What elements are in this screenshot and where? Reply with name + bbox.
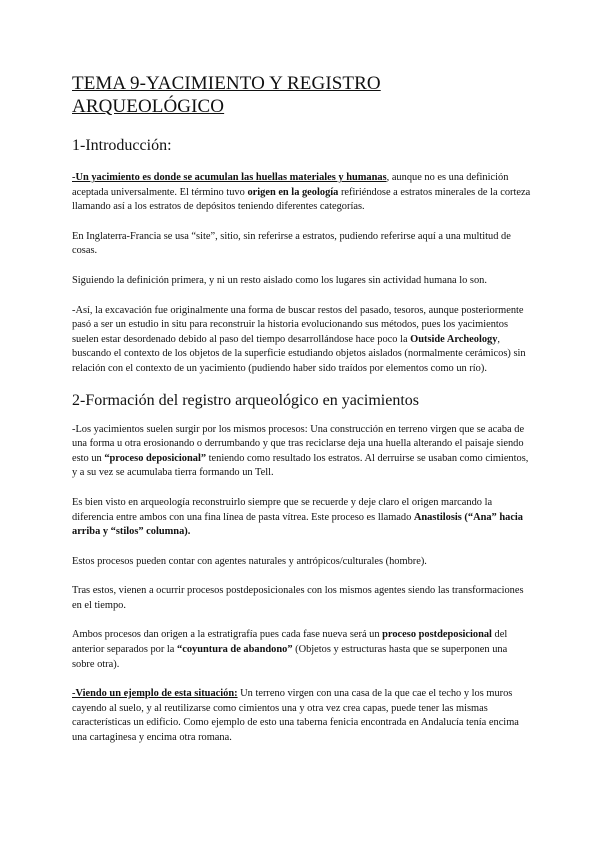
- paragraph-postdeposicionales: Tras estos, vienen a ocurrir procesos postdeposicionales con los mismos agentes siendo las transformaciones en el tiempo.: [72, 585, 524, 611]
- section-heading-introduccion: 1-Introducción:: [72, 137, 172, 154]
- paragraph-definicion-primera: Siguiendo la definición primera, y ni un resto aislado como los lugares sin actividad humana lo son.: [72, 274, 487, 286]
- document-title: TEMA 9-YACIMIENTO Y REGISTRO ARQUEOLÓGICO: [72, 73, 381, 117]
- bold-ejemplo: -Viendo un ejemplo de esta situación:: [72, 688, 238, 700]
- bold-coyuntura-abandono: “coyuntura de abandono”: [177, 644, 293, 656]
- paragraph-agentes: Estos procesos pueden contar con agentes naturales y antrópicos/culturales (hombre).: [72, 555, 427, 567]
- bold-proceso-postdeposicional: proceso postdeposicional: [382, 629, 492, 641]
- paragraph-anastilosis: Es bien visto en arqueología reconstruirlo siempre que se recuerde y deje claro el origen marcando la diferencia entre ambos con una fina línea de pasta vítrea. Este proceso es llamado Anastilosis (“Ana” hacia arriba y “stilos” columna).: [72, 496, 524, 538]
- paragraph-procesos: -Los yacimientos suelen surgir por los mismos procesos: Una construcción en terreno virgen que se acaba de una forma u otra erosionando o derrumbando y que tras reciclarse deja una huella alterando el paisaje siendo esto un “proceso deposicional” teniendo como resultado los estratos. Al derruirse se usaban como cimientos, y a su vez se acumulaba tierra formando un Tell.: [72, 423, 529, 479]
- bold-outside-archeology: Outside Archeology: [410, 333, 498, 345]
- bold-anastilosis: Anastilosis (“Ana” hacia arriba y “stilos” columna).: [72, 511, 524, 538]
- paragraph-definicion-yacimiento: -Un yacimiento es donde se acumulan las huellas materiales y humanas, aunque no es una definición aceptada universalmente. El término tuvo origen en la geología refiriéndose a estratos minerales de la corteza llamando así a los estratos de depósitos teniendo diferentes categorías.: [72, 172, 531, 213]
- document-page: [72, 72, 532, 746]
- bold-origen-geologia: origen en la geología: [247, 186, 339, 198]
- bold-proceso-deposicional: “proceso deposicional”: [104, 452, 207, 464]
- paragraph-excavacion: -Así, la excavación fue originalmente una forma de buscar restos del pasado, tesoros, aunque posteriormente pasó a ser un estudio in situ para reconstruir la historia evolucionando sus métodos, pues los yacimientos suelen estar desordenado debido al paso del tiempo desarrollándose hace poco la Outside Archeology, buscando el contexto de los objetos de la superficie estudiando objetos aislados (normalmente cerámicos) sin relación con el contexto de un yacimiento (pudiendo haber sido traídos por elementos como un río).: [72, 304, 526, 374]
- paragraph-estratigrafia: Ambos procesos dan origen a la estratigrafía pues cada fase nueva será un proceso postdeposicional del anterior separados por la “coyuntura de abandono” (Objetos y estructuras hasta que se superponen una sobre otra).: [72, 629, 508, 670]
- paragraph-ejemplo: -Viendo un ejemplo de esta situación: Un terreno virgen con una casa de la que cae el techo y los muros cayendo al suelo, y al reutilizarse como cimientos una y otra vez crea capas, puede tener las mismas características un edificio. Como ejemplo de esto una taberna fenicia encontrada en Andalucía tenía encima una cartaginesa y encima otra romana.: [72, 688, 519, 744]
- paragraph-site: En Inglaterra-Francia se usa “site”, sitio, sin referirse a estratos, pudiendo referirse aquí a una multitud de cosas.: [72, 230, 511, 257]
- section-heading-formacion: 2-Formación del registro arqueológico en yacimientos: [72, 391, 420, 409]
- bold-definicion: -Un yacimiento es donde se acumulan las huellas materiales y humanas: [72, 172, 387, 183]
